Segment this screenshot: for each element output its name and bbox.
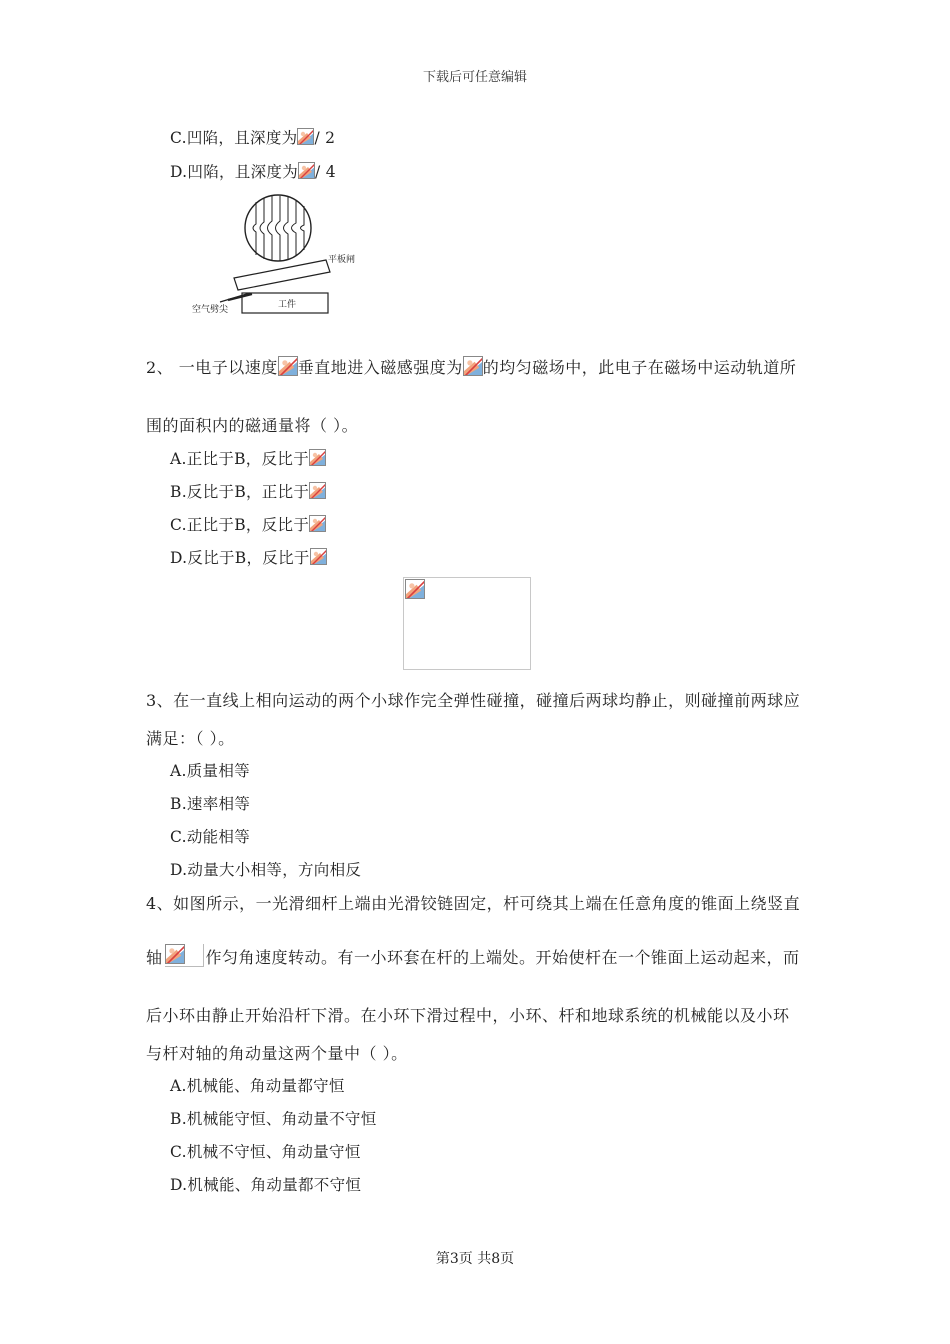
q4-line-4: 与杆对轴的角动量这两个量中（ ）。 (146, 1044, 408, 1063)
q4-text-a: 轴 (146, 948, 163, 967)
q2-option-a-text: A.正比于B，反比于 (170, 450, 310, 468)
broken-image-icon (405, 579, 425, 599)
broken-image-icon (309, 449, 326, 466)
broken-image-icon (297, 128, 314, 145)
page-footer: 第3页 共8页 (435, 1251, 515, 1267)
page-header: 下载后可任意编辑 (422, 70, 527, 85)
q4-option-a: A.机械能、角动量都守恒 (170, 1077, 345, 1095)
q2-option-d (170, 546, 327, 568)
q2-line-2: 围的面积内的磁通量将（ ）。 (146, 416, 359, 435)
q2-text-b: 垂直地进入磁感强度为 (297, 358, 463, 377)
axis-symbol-icon (165, 944, 204, 967)
q1-option-d (170, 160, 336, 182)
label-air-wedge: 空气劈尖 (192, 305, 229, 315)
q3-option-c: C.动能相等 (170, 828, 251, 846)
q4-line-1: 4、如图所示，一光滑细杆上端由光滑铰链固定，杆可绕其上端在任意角度的锥面上绕竖直 (146, 894, 801, 913)
q4-option-b: B.机械能守恒、角动量不守恒 (170, 1110, 377, 1128)
q2-figure-frame (403, 577, 531, 670)
q1-option-c (170, 126, 335, 148)
q4-line-3: 后小环由静止开始沿杆下滑。在小环下滑过程中，小环、杆和地球系统的机械能以及小环 (146, 1006, 790, 1025)
q1-option-d-text: D.凹陷，且深度为 (170, 163, 299, 181)
label-workpiece: 工件 (278, 300, 297, 310)
q4-option-c: C.机械不守恒、角动量守恒 (170, 1143, 361, 1161)
field-symbol-icon (463, 356, 483, 376)
q2-option-c-text: C.正比于B，反比于 (170, 516, 310, 534)
q3-line-1: 3、在一直线上相向运动的两个小球作完全弹性碰撞，碰撞后两球均静止，则碰撞前两球应 (146, 691, 801, 710)
q1-option-c-suffix: / 2 (314, 129, 336, 147)
q2-text-c: 的均匀磁场中，此电子在磁场中运动轨道所 (482, 358, 797, 377)
q1-option-c-text: C.凹陷，且深度为 (170, 129, 298, 147)
q2-option-d-text: D.反比于B，反比于 (170, 549, 310, 567)
q2-option-c (170, 513, 326, 535)
q3-line-2: 满足：（ ）。 (146, 729, 235, 748)
q3-option-b: B.速率相等 (170, 795, 251, 813)
q2-option-b (170, 480, 326, 502)
broken-image-icon (309, 515, 326, 532)
velocity-symbol-icon (278, 356, 298, 376)
q1-option-d-suffix: / 4 (315, 163, 336, 181)
q2-option-a (170, 447, 326, 469)
q2-option-b-text: B.反比于B，正比于 (170, 483, 310, 501)
broken-image-icon (310, 548, 327, 565)
q4-option-d: D.机械能、角动量都不守恒 (170, 1176, 362, 1194)
broken-image-icon (298, 162, 315, 179)
q2-text-a: 2、 一电子以速度 (146, 358, 278, 377)
q3-option-a: A.质量相等 (170, 762, 250, 780)
broken-image-icon (309, 482, 326, 499)
q4-text-b: 作匀角速度转动。有一小环套在杆的上端处。开始使杆在一个锥面上运动起来，而 (205, 948, 800, 967)
q2-line-1 (146, 355, 796, 378)
q3-option-d: D.动量大小相等，方向相反 (170, 861, 362, 879)
air-wedge-figure (190, 190, 370, 320)
broken-image-icon (165, 944, 185, 964)
label-flat-plate: 平板闸 (328, 255, 356, 265)
q4-line-2 (146, 944, 800, 968)
